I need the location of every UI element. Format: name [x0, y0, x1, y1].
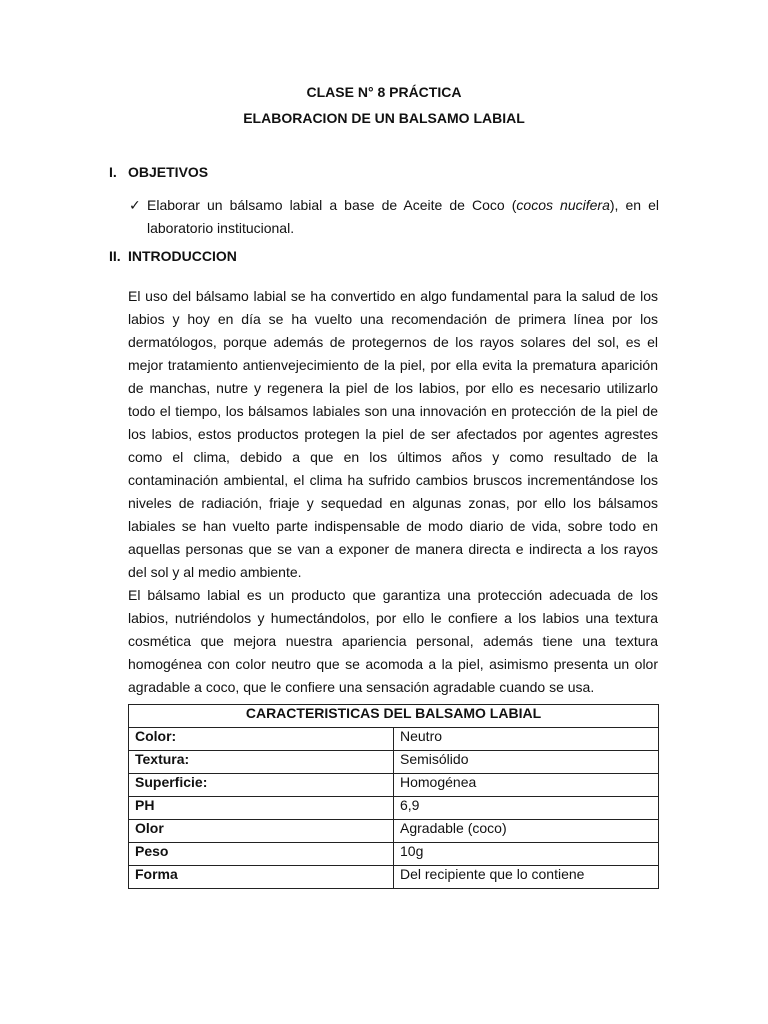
property-cell: Color:: [129, 728, 394, 751]
objective-text: Elaborar un bálsamo labial a base de Aceite de Coco (cocos nucifera), en el laboratorio institucional.: [147, 197, 659, 236]
value-cell: 10g: [394, 843, 659, 866]
property-cell: PH: [129, 797, 394, 820]
characteristics-table: [128, 704, 659, 889]
section-objectives-heading: [109, 164, 208, 180]
introduction-body: [128, 285, 658, 699]
document-subtitle: ELABORACION DE UN BALSAMO LABIAL: [243, 110, 525, 126]
scientific-name: cocos nucifera: [516, 197, 610, 213]
value-cell: Semisólido: [394, 751, 659, 774]
introduction-paragraph-1: El uso del bálsamo labial se ha convertido en algo fundamental para la salud de los labios y hoy en día se ha vuelto una recomendación de primera línea por los dermatólogos, porque además de protegernos de los rayos solares del sol, es el mejor tratamiento antienvejecimiento de la piel, por ella evita la prematura aparición de manchas, nutre y regenera la piel de los labios, por ello es necesario utilizarlo todo el tiempo, los bálsamos labiales son una innovación en protección de la piel de los labios, estos productos protegen la piel de ser afectados por agentes agrestes como el clima, debido a que en los últimos años y como resultado de la contaminación ambiental, el clima ha sufrido cambios bruscos incrementándose los niveles de radiación, friaje y sequedad en algunas zonas, por ello los bálsamos labiales se han vuelto parte indispensable de modo diario de vida, sobre todo en aquellas personas que se van a exponer de manera directa e indirecta a los rayos del sol y al medio ambiente.: [128, 288, 658, 580]
checkmark-icon: ✓: [129, 197, 141, 213]
introduction-paragraph-2: El bálsamo labial es un producto que garantiza una protección adecuada de los labios, nutriéndolos y humectándolos, por ello le confiere a los labios una textura cosmética que mejora nuestra apariencia personal, además tiene una textura homogénea con color neutro que se acomoda a la piel, asimismo presenta un olor agradable a coco, que le confiere una sensación agradable cuando se usa.: [128, 587, 658, 695]
table-row: [129, 751, 659, 774]
table-row: [129, 820, 659, 843]
value-cell: Agradable (coco): [394, 820, 659, 843]
value-cell: Neutro: [394, 728, 659, 751]
section-title: INTRODUCCION: [128, 248, 237, 264]
value-cell: Homogénea: [394, 774, 659, 797]
table-row: [129, 866, 659, 889]
section-number: II.: [109, 248, 121, 264]
value-cell: Del recipiente que lo contiene: [394, 866, 659, 889]
property-cell: Forma: [129, 866, 394, 889]
value-cell: 6,9: [394, 797, 659, 820]
section-number: I.: [109, 164, 117, 180]
table-row: [129, 774, 659, 797]
document-title: CLASE N° 8 PRÁCTICA: [306, 84, 462, 100]
table-header-row: [129, 705, 659, 728]
objective-item: [129, 194, 659, 240]
property-cell: Superficie:: [129, 774, 394, 797]
property-cell: Peso: [129, 843, 394, 866]
table-header: CARACTERISTICAS DEL BALSAMO LABIAL: [129, 705, 659, 728]
property-cell: Olor: [129, 820, 394, 843]
property-cell: Textura:: [129, 751, 394, 774]
table-row: [129, 797, 659, 820]
table-row: [129, 728, 659, 751]
section-introduction-heading: [109, 248, 237, 264]
section-title: OBJETIVOS: [128, 164, 209, 180]
table-row: [129, 843, 659, 866]
